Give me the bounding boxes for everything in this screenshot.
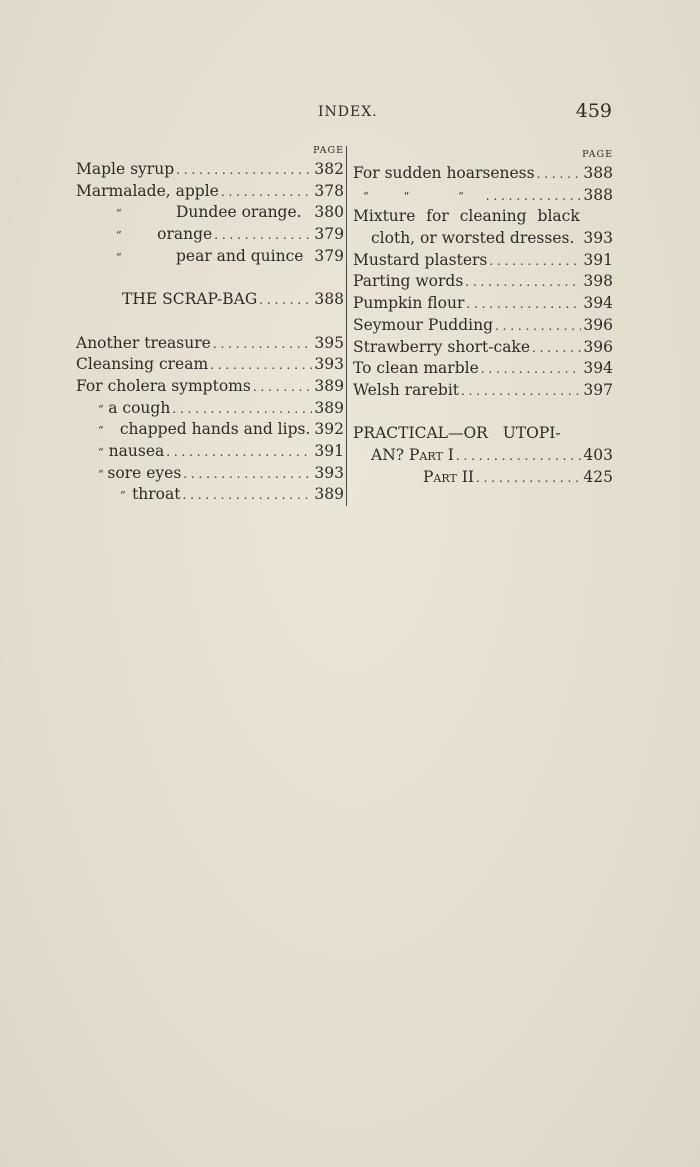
- page-column-label: PAGE: [313, 145, 344, 156]
- index-entry: [353, 228, 613, 250]
- dot-leader: [532, 338, 581, 360]
- index-entry: [76, 224, 344, 246]
- dot-leader: [466, 294, 581, 316]
- dot-leader: [465, 272, 581, 294]
- index-entry: [353, 358, 613, 380]
- entry-page: 382: [314, 160, 344, 178]
- entry-label: nausea: [108, 441, 165, 460]
- left-index-column: [76, 143, 344, 506]
- dot-leader: [183, 464, 312, 486]
- entry-page: 394: [583, 294, 613, 313]
- index-entry: [76, 354, 344, 376]
- index-entry: [353, 293, 613, 315]
- entry-page: 398: [583, 272, 613, 291]
- dot-leader: [176, 160, 312, 182]
- running-head: [0, 102, 700, 126]
- index-entry: [353, 445, 613, 467]
- index-entry: [353, 467, 613, 489]
- entry-label: orange: [157, 225, 213, 244]
- entry-label: pear and quince: [176, 246, 304, 265]
- dot-leader: [259, 290, 312, 312]
- section-title: PRACTICAL—OR UTOPI-: [353, 424, 561, 443]
- entry-label: For cholera symptoms: [76, 376, 251, 395]
- entry-label: Parting words: [353, 272, 464, 291]
- right-index-column: [353, 143, 613, 488]
- page-number: 459: [575, 100, 612, 122]
- entry-page: 394: [583, 359, 613, 378]
- entry-page: 393: [314, 355, 344, 374]
- entry-label: AN? Part I: [371, 445, 454, 464]
- entry-label: chapped hands and lips.: [119, 420, 311, 439]
- index-entry: [353, 271, 613, 293]
- dot-leader: [214, 225, 312, 247]
- index-entry: [353, 250, 613, 272]
- entry-page: 379: [314, 246, 344, 265]
- dot-leader: [221, 182, 313, 204]
- index-entry: [76, 159, 344, 181]
- entry-label: Pumpkin flour: [353, 294, 465, 313]
- entry-label: Maple syrup: [76, 160, 175, 178]
- index-entry: [353, 163, 613, 185]
- entry-label: Seymour Pudding: [353, 315, 494, 334]
- entry-label: To clean marble: [353, 359, 479, 378]
- entry-page: 380: [314, 203, 344, 222]
- entry-page: 379: [314, 225, 344, 244]
- entry-label: Welsh rarebit: [353, 380, 460, 399]
- entry-page: 391: [314, 441, 344, 460]
- entry-label: Part II: [423, 467, 474, 486]
- ditto-mark: “: [116, 250, 122, 264]
- entry-page: 378: [314, 181, 344, 200]
- dot-leader: [537, 164, 582, 186]
- index-entry: [353, 337, 613, 359]
- index-entry: [353, 315, 613, 337]
- entry-label: throat: [132, 485, 181, 504]
- page-column-label: PAGE: [582, 149, 613, 160]
- ditto-mark: “: [116, 229, 122, 243]
- index-entry: [353, 380, 613, 402]
- entry-page: 388: [583, 185, 613, 204]
- dot-leader: [213, 334, 313, 356]
- dot-leader: [461, 381, 581, 403]
- entry-label: a cough: [108, 398, 171, 417]
- entry-page: 388: [583, 164, 613, 182]
- entry-label: Dundee orange.: [176, 203, 302, 222]
- section-heading: [76, 289, 344, 311]
- dot-leader: [476, 468, 581, 490]
- index-entry: [353, 206, 613, 228]
- index-entry: [76, 246, 344, 268]
- entry-label: Cleansing cream: [76, 355, 209, 374]
- dot-leader: [481, 359, 582, 381]
- dot-leader: [456, 446, 582, 468]
- ditto-mark: “ “ “: [363, 189, 464, 203]
- index-entry: [76, 463, 344, 485]
- running-title: INDEX.: [318, 104, 378, 120]
- entry-page: 389: [314, 376, 344, 395]
- dot-leader: [253, 377, 313, 399]
- index-entry: [76, 333, 344, 355]
- section-heading: [353, 423, 613, 445]
- entry-page: 389: [314, 485, 344, 504]
- entry-label: Mixture for cleaning black: [353, 207, 580, 226]
- entry-page: 425: [583, 467, 613, 486]
- index-entry: [76, 484, 344, 506]
- entry-page: 396: [583, 337, 613, 356]
- entry-page: 397: [583, 380, 613, 399]
- index-entry: [76, 181, 344, 203]
- ditto-mark: “: [116, 207, 122, 221]
- ditto-mark: “: [98, 445, 104, 459]
- dot-leader: [166, 442, 312, 464]
- entry-label: sore eyes: [107, 463, 182, 482]
- section-page: 388: [314, 290, 344, 309]
- entry-page: 389: [314, 398, 344, 417]
- index-entry: [76, 376, 344, 398]
- index-entry: [76, 398, 344, 420]
- index-entry: [76, 419, 344, 441]
- dot-leader: [183, 485, 313, 507]
- dot-leader: [172, 399, 312, 421]
- entry-label: For sudden hoarseness: [353, 164, 535, 182]
- index-entry: [76, 441, 344, 463]
- entry-page: 396: [583, 315, 613, 334]
- entry-label: Mustard plasters: [353, 250, 488, 269]
- index-entry: [353, 185, 613, 207]
- entry-page: 392: [314, 420, 344, 439]
- entry-page: 393: [583, 229, 613, 248]
- dot-leader: [489, 251, 581, 273]
- section-title: THE SCRAP-BAG: [122, 290, 258, 309]
- column-divider: [346, 146, 347, 506]
- entry-label: cloth, or worsted dresses.: [371, 229, 575, 248]
- ditto-mark: “: [98, 467, 104, 481]
- entry-page: 391: [583, 250, 613, 269]
- entry-label: Another treasure: [76, 333, 211, 352]
- ditto-mark: “: [98, 424, 104, 438]
- index-entry: [76, 202, 344, 224]
- entry-label: Strawberry short-cake: [353, 337, 530, 356]
- ditto-mark: “: [98, 402, 104, 416]
- dot-leader: [210, 355, 312, 377]
- ditto-mark: “: [120, 489, 126, 503]
- entry-page: 393: [314, 463, 344, 482]
- entry-label: Marmalade, apple: [76, 181, 219, 200]
- dot-leader: [466, 186, 582, 208]
- entry-page: 403: [583, 445, 613, 464]
- entry-page: 395: [314, 333, 344, 352]
- dot-leader: [495, 316, 581, 338]
